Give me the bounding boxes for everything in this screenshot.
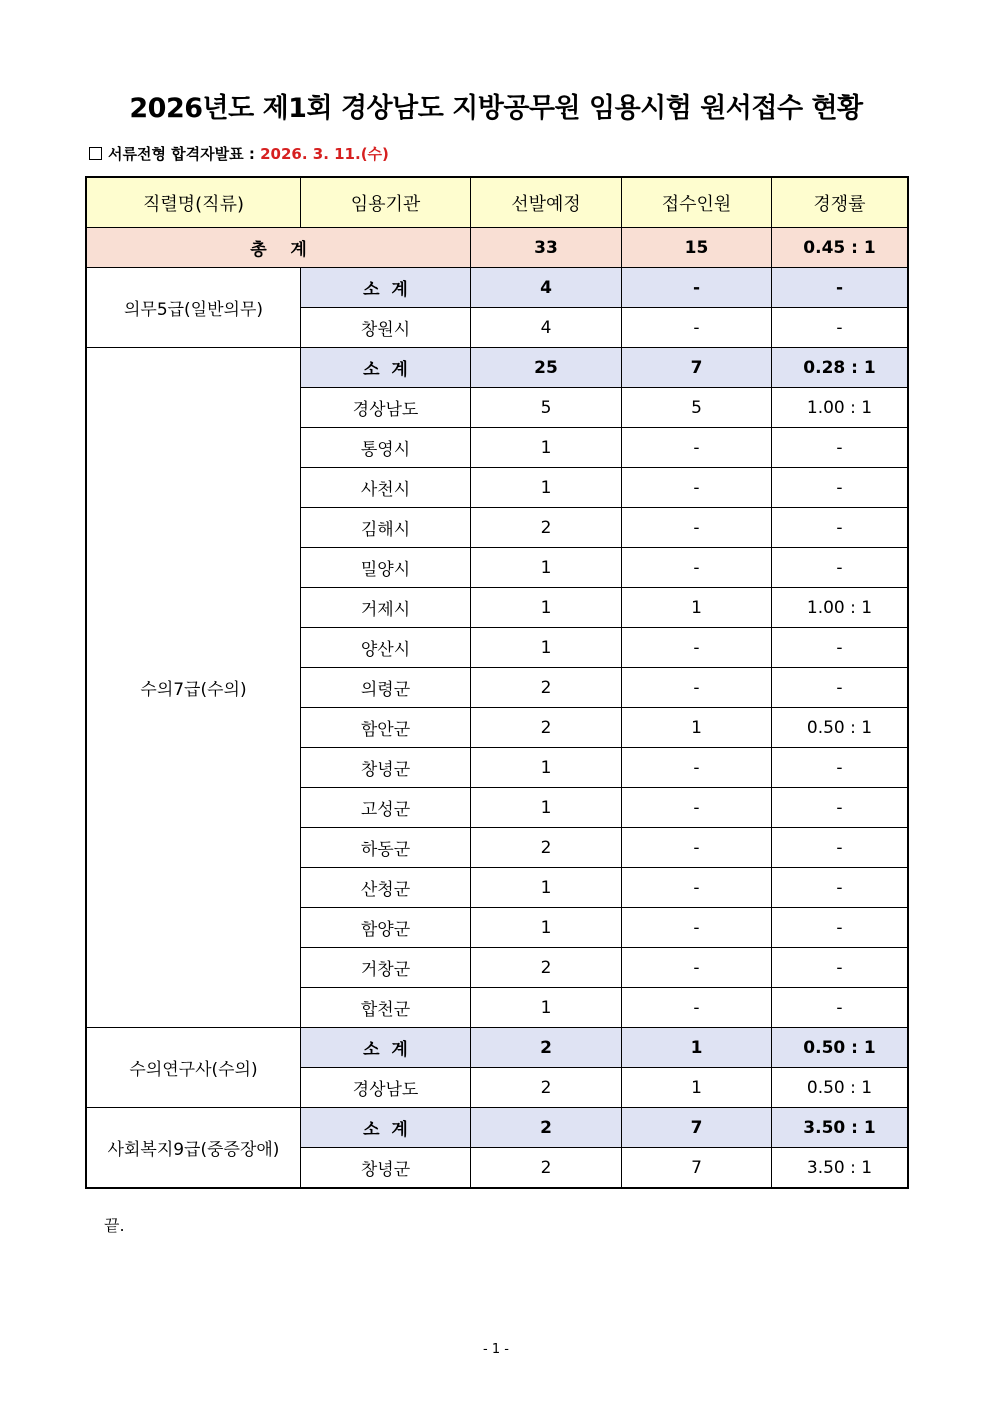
cell-agency: 창녕군 bbox=[301, 1148, 471, 1188]
cell-planned: 1 bbox=[471, 788, 622, 828]
cell-ratio: - bbox=[772, 788, 908, 828]
subtotal-label: 소 계 bbox=[301, 348, 471, 388]
cell-applied: 5 bbox=[622, 388, 772, 428]
subtotal-label: 소 계 bbox=[301, 1028, 471, 1068]
grand-total-ratio: 0.45 : 1 bbox=[772, 228, 908, 268]
cell-agency: 경상남도 bbox=[301, 388, 471, 428]
cell-applied: - bbox=[622, 428, 772, 468]
job-series-name: 수의7급(수의) bbox=[87, 348, 301, 1028]
cell-planned: 2 bbox=[471, 508, 622, 548]
notice-date: 2026. 3. 11.(수) bbox=[260, 145, 389, 163]
cell-ratio: 3.50 : 1 bbox=[772, 1148, 908, 1188]
subtotal-row bbox=[87, 348, 908, 388]
subtotal-applied: 7 bbox=[622, 1108, 772, 1148]
job-series-name: 수의연구사(수의) bbox=[87, 1028, 301, 1108]
cell-planned: 2 bbox=[471, 1148, 622, 1188]
cell-ratio: - bbox=[772, 468, 908, 508]
cell-agency: 거제시 bbox=[301, 588, 471, 628]
cell-ratio: - bbox=[772, 828, 908, 868]
cell-planned: 2 bbox=[471, 668, 622, 708]
cell-applied: 1 bbox=[622, 588, 772, 628]
header-cell: 경쟁률 bbox=[772, 178, 908, 228]
cell-applied: - bbox=[622, 748, 772, 788]
cell-ratio: - bbox=[772, 428, 908, 468]
cell-applied: - bbox=[622, 908, 772, 948]
subtotal-ratio: - bbox=[772, 268, 908, 308]
subtotal-row bbox=[87, 268, 908, 308]
grand-total-planned: 33 bbox=[471, 228, 622, 268]
cell-planned: 4 bbox=[471, 308, 622, 348]
cell-planned: 1 bbox=[471, 868, 622, 908]
cell-agency: 창녕군 bbox=[301, 748, 471, 788]
cell-applied: 1 bbox=[622, 1068, 772, 1108]
cell-planned: 1 bbox=[471, 628, 622, 668]
checkbox-square-icon bbox=[89, 147, 102, 160]
cell-agency: 창원시 bbox=[301, 308, 471, 348]
cell-agency: 하동군 bbox=[301, 828, 471, 868]
job-series-name: 사회복지9급(중증장애) bbox=[87, 1108, 301, 1188]
subtotal-planned: 4 bbox=[471, 268, 622, 308]
subtotal-planned: 2 bbox=[471, 1108, 622, 1148]
cell-agency: 거창군 bbox=[301, 948, 471, 988]
subtotal-label: 소 계 bbox=[301, 1108, 471, 1148]
cell-ratio: - bbox=[772, 668, 908, 708]
cell-agency: 함안군 bbox=[301, 708, 471, 748]
subtotal-planned: 25 bbox=[471, 348, 622, 388]
cell-applied: - bbox=[622, 548, 772, 588]
subtotal-ratio: 0.50 : 1 bbox=[772, 1028, 908, 1068]
cell-applied: - bbox=[622, 788, 772, 828]
cell-ratio: - bbox=[772, 868, 908, 908]
cell-ratio: - bbox=[772, 548, 908, 588]
cell-planned: 2 bbox=[471, 828, 622, 868]
cell-planned: 1 bbox=[471, 428, 622, 468]
grand-total-label: 총 계 bbox=[87, 228, 471, 268]
cell-agency: 경상남도 bbox=[301, 1068, 471, 1108]
cell-applied: - bbox=[622, 668, 772, 708]
cell-applied: - bbox=[622, 868, 772, 908]
subtotal-ratio: 3.50 : 1 bbox=[772, 1108, 908, 1148]
cell-ratio: - bbox=[772, 908, 908, 948]
cell-applied: - bbox=[622, 508, 772, 548]
table-header-row bbox=[87, 178, 908, 228]
cell-applied: - bbox=[622, 628, 772, 668]
application-status-table bbox=[86, 177, 908, 1188]
subtotal-planned: 2 bbox=[471, 1028, 622, 1068]
cell-applied: 7 bbox=[622, 1148, 772, 1188]
cell-ratio: - bbox=[772, 988, 908, 1028]
cell-ratio: - bbox=[772, 948, 908, 988]
cell-planned: 1 bbox=[471, 588, 622, 628]
header-cell: 임용기관 bbox=[301, 178, 471, 228]
cell-ratio: - bbox=[772, 748, 908, 788]
cell-planned: 1 bbox=[471, 468, 622, 508]
cell-agency: 밀양시 bbox=[301, 548, 471, 588]
cell-applied: 1 bbox=[622, 708, 772, 748]
job-series-name: 의무5급(일반의무) bbox=[87, 268, 301, 348]
page-title: 2026년도 제1회 경상남도 지방공무원 임용시험 원서접수 현황 bbox=[129, 93, 863, 124]
subtotal-row bbox=[87, 1108, 908, 1148]
header-cell: 직렬명(직류) bbox=[87, 178, 301, 228]
cell-agency: 합천군 bbox=[301, 988, 471, 1028]
end-mark: 끝. bbox=[104, 1216, 125, 1235]
cell-agency: 통영시 bbox=[301, 428, 471, 468]
cell-planned: 1 bbox=[471, 548, 622, 588]
cell-planned: 2 bbox=[471, 1068, 622, 1108]
cell-ratio: - bbox=[772, 308, 908, 348]
notice-line bbox=[89, 143, 389, 164]
cell-ratio: - bbox=[772, 508, 908, 548]
cell-agency: 산청군 bbox=[301, 868, 471, 908]
cell-agency: 의령군 bbox=[301, 668, 471, 708]
header-cell: 선발예정 bbox=[471, 178, 622, 228]
cell-agency: 함양군 bbox=[301, 908, 471, 948]
subtotal-row bbox=[87, 1028, 908, 1068]
cell-planned: 1 bbox=[471, 908, 622, 948]
grand-total-applied: 15 bbox=[622, 228, 772, 268]
subtotal-label: 소 계 bbox=[301, 268, 471, 308]
cell-applied: - bbox=[622, 828, 772, 868]
cell-planned: 1 bbox=[471, 748, 622, 788]
subtotal-applied: - bbox=[622, 268, 772, 308]
cell-planned: 1 bbox=[471, 988, 622, 1028]
cell-ratio: 0.50 : 1 bbox=[772, 1068, 908, 1108]
cell-ratio: 1.00 : 1 bbox=[772, 588, 908, 628]
subtotal-applied: 1 bbox=[622, 1028, 772, 1068]
cell-ratio: 0.50 : 1 bbox=[772, 708, 908, 748]
cell-ratio: - bbox=[772, 628, 908, 668]
subtotal-applied: 7 bbox=[622, 348, 772, 388]
cell-applied: - bbox=[622, 308, 772, 348]
grand-total-row bbox=[87, 228, 908, 268]
header-cell: 접수인원 bbox=[622, 178, 772, 228]
cell-agency: 사천시 bbox=[301, 468, 471, 508]
notice-label: 서류전형 합격자발표 : bbox=[108, 145, 255, 163]
cell-applied: - bbox=[622, 988, 772, 1028]
cell-agency: 고성군 bbox=[301, 788, 471, 828]
cell-planned: 5 bbox=[471, 388, 622, 428]
cell-agency: 김해시 bbox=[301, 508, 471, 548]
cell-planned: 2 bbox=[471, 708, 622, 748]
subtotal-ratio: 0.28 : 1 bbox=[772, 348, 908, 388]
cell-planned: 2 bbox=[471, 948, 622, 988]
cell-ratio: 1.00 : 1 bbox=[772, 388, 908, 428]
cell-applied: - bbox=[622, 948, 772, 988]
cell-applied: - bbox=[622, 468, 772, 508]
cell-agency: 양산시 bbox=[301, 628, 471, 668]
page-number: - 1 - bbox=[483, 1342, 509, 1357]
